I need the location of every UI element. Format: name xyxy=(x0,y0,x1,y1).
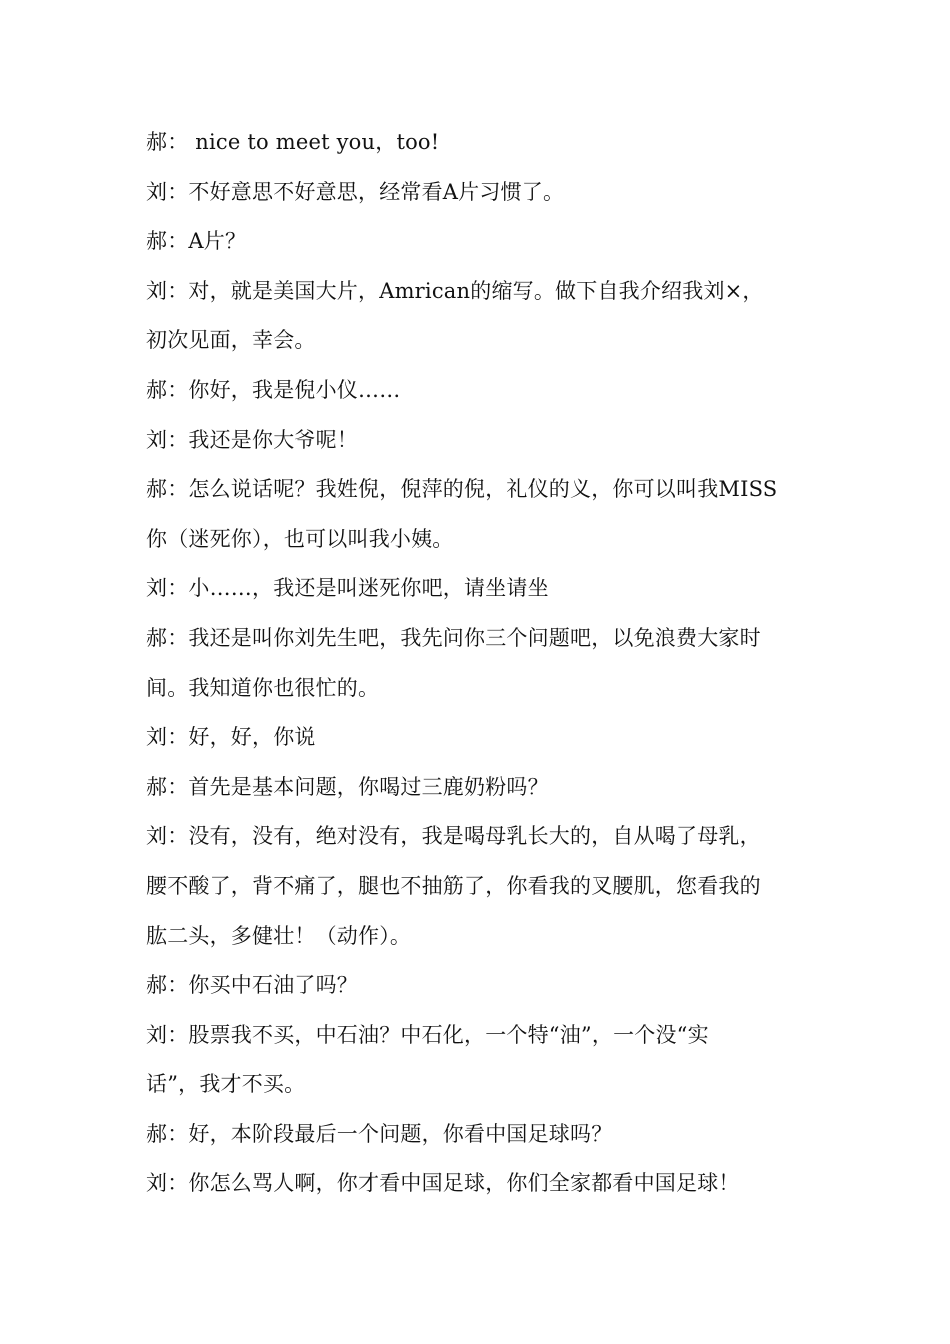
text-line: 腰不酸了，背不痛了，腿也不抽筋了，你看我的叉腰肌，您看我的 xyxy=(146,873,761,898)
text-line: 郝：好，本阶段最后一个问题，你看中国足球吗？ xyxy=(146,1121,613,1146)
text-line: 郝：我还是叫你刘先生吧，我先问你三个问题吧，以免浪费大家时 xyxy=(146,625,761,650)
text-line: 郝：你买中石油了吗？ xyxy=(146,973,358,998)
text-line: 刘：好，好，你说 xyxy=(146,725,316,750)
text-line: 肱二头，多健壮！（动作）。 xyxy=(146,923,412,948)
text-line: 刘：对，就是美国大片，Amrican的缩写。做下自我介绍我刘×， xyxy=(146,278,764,303)
text-line: 刘：没有，没有，绝对没有，我是喝母乳长大的，自从喝了母乳， xyxy=(146,824,761,849)
text-line: 刘：你怎么骂人啊，你才看中国足球，你们全家都看中国足球！ xyxy=(146,1171,740,1196)
text-line: 刘：股票我不买，中石油？中石化，一个特“油”，一个没“实 xyxy=(146,1022,709,1047)
text-line: 间。我知道你也很忙的。 xyxy=(146,675,380,700)
text-line: 郝：首先是基本问题，你喝过三鹿奶粉吗？ xyxy=(146,774,549,799)
dialogue-text xyxy=(146,122,806,1213)
text-line: 郝： nice to meet you，too! xyxy=(146,130,440,154)
text-line: 话”，我才不买。 xyxy=(146,1072,306,1097)
text-line: 初次见面，幸会。 xyxy=(146,328,316,353)
text-line: 郝：A片？ xyxy=(146,229,247,254)
text-line: 刘：小……，我还是叫迷死你吧，请坐请坐 xyxy=(146,576,549,601)
text-line: 刘：我还是你大爷呢！ xyxy=(146,427,358,452)
text-line: 你（迷死你），也可以叫我小姨。 xyxy=(146,526,454,551)
text-line: 郝：怎么说话呢？我姓倪，倪萍的倪，礼仪的义，你可以叫我MISS xyxy=(146,477,778,502)
text-line: 郝：你好，我是倪小仪…… xyxy=(146,377,401,402)
text-line: 刘：不好意思不好意思，经常看A片习惯了。 xyxy=(146,179,565,204)
